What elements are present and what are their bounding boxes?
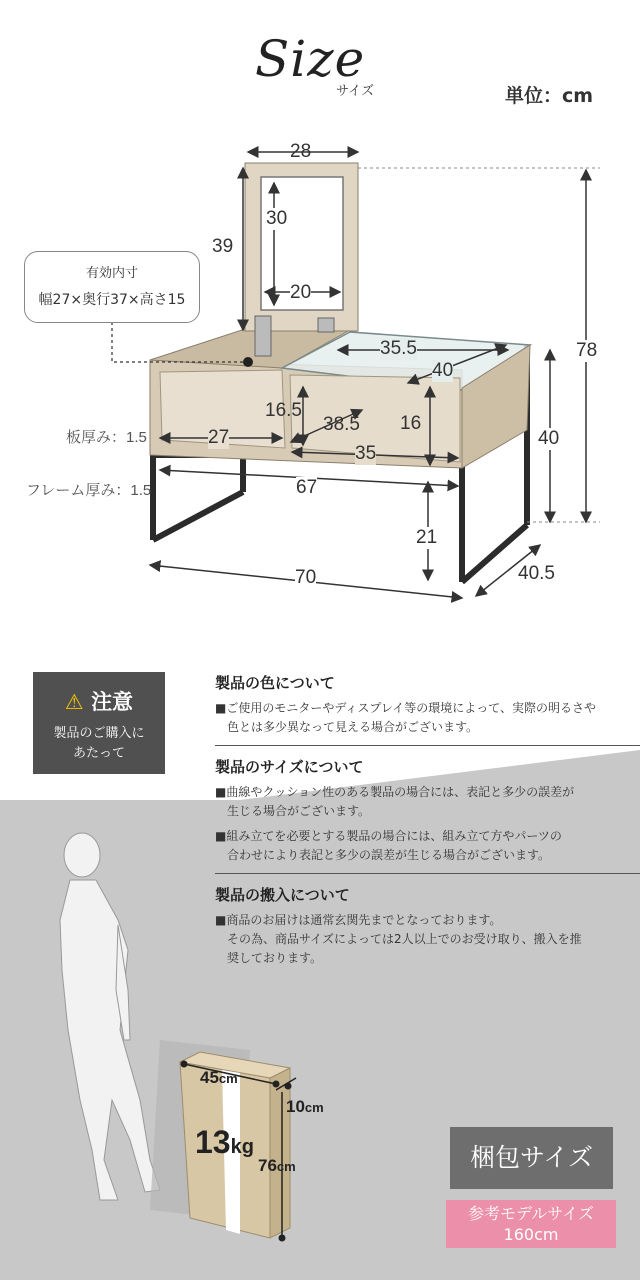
note-size-line: 生じる場合がございます。 xyxy=(215,804,371,818)
package-size-label: 梱包サイズ xyxy=(450,1127,613,1189)
note-color-line: 色とは多少異なって見える場合がございます。 xyxy=(215,720,479,734)
dim-frame-width: 67 xyxy=(296,477,318,498)
dim-overall-width: 70 xyxy=(295,567,317,588)
note-delivery-line: その為、商品サイズによっては2人以上でのお受け取り、搬入を推 xyxy=(215,932,582,946)
callout-title: 有効内寸 xyxy=(85,266,138,281)
note-color-line: ■ご使用のモニターやディスプレイ等の環境によって、実際の明るさや xyxy=(215,701,597,715)
note-delivery-line: 奨しております。 xyxy=(215,951,323,965)
model-size-label xyxy=(446,1200,616,1248)
size-subtitle: サイズ xyxy=(336,84,374,99)
dim-leg-clearance: 21 xyxy=(416,527,438,548)
pkg-depth: 10cm xyxy=(286,1097,324,1116)
pkg-weight: 13kg xyxy=(195,1124,254,1160)
dim-total-height: 78 xyxy=(576,340,598,361)
inner-size-callout xyxy=(24,251,200,323)
dim-mirror-glass-h: 30 xyxy=(266,208,288,229)
warning-icon: ⚠ xyxy=(64,690,84,714)
unit-label: 単位：cm xyxy=(505,85,594,107)
dim-mirror-glass-w: 20 xyxy=(290,282,312,303)
dim-table-height: 40 xyxy=(538,428,560,449)
model-figure xyxy=(60,833,160,1200)
dim-mirror-height: 39 xyxy=(212,236,234,257)
note-size-line: ■組み立てを必要とする製品の場合には、組み立て方やパーツの xyxy=(215,829,562,843)
note-color-heading: 製品の色について xyxy=(215,674,335,692)
pkg-width: 45cm xyxy=(200,1068,238,1087)
dim-inner-depth: 38.5 xyxy=(323,414,360,435)
note-size-heading: 製品のサイズについて xyxy=(215,758,364,776)
pkg-height: 76cm xyxy=(258,1156,296,1175)
dim-glass-depth: 40 xyxy=(432,360,454,381)
note-size-line: ■曲線やクッション性のある製品の場合には、表記と多少の誤差が xyxy=(215,785,575,799)
caution-title: 注意 xyxy=(91,690,134,714)
caution-line2: あたって xyxy=(72,746,125,761)
divider xyxy=(215,745,640,746)
note-delivery-heading: 製品の搬入について xyxy=(215,886,350,904)
model-size-line2: 160cm xyxy=(503,1225,559,1244)
board-thickness-label: 板厚み：1.5 xyxy=(66,429,147,446)
dim-overall-depth: 40.5 xyxy=(518,563,555,584)
dim-left-width: 27 xyxy=(208,427,230,448)
frame-thickness-label: フレーム厚み：1.5 xyxy=(26,482,152,499)
caution-box xyxy=(33,672,165,774)
note-size-line: 合わせにより表記と多少の誤差が生じる場合がございます。 xyxy=(215,848,551,862)
dim-box-height: 16 xyxy=(400,413,422,434)
caution-line1: 製品のご購入に xyxy=(53,726,145,741)
dim-mirror-width: 28 xyxy=(290,141,312,162)
dim-inner-height: 16.5 xyxy=(265,400,302,421)
size-title: Size xyxy=(255,30,366,88)
dim-right-width: 35 xyxy=(355,443,377,464)
callout-value: 幅27×奥行37×高さ15 xyxy=(38,292,186,308)
model-size-line1: 参考モデルサイズ xyxy=(468,1204,594,1223)
note-delivery-line: ■商品のお届けは通常玄関先までとなっております。 xyxy=(215,913,502,927)
dim-glass-width: 35.5 xyxy=(380,338,417,359)
